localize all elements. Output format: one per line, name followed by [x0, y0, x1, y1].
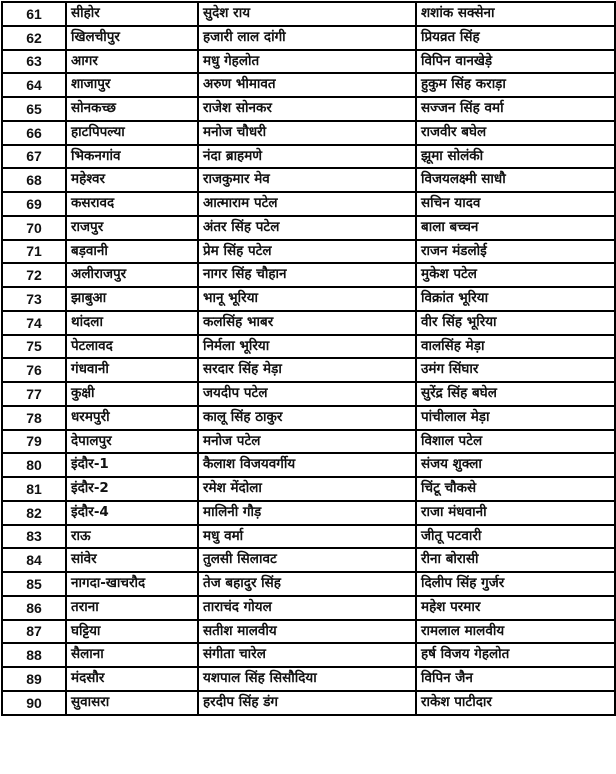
table-row: [2, 263, 615, 287]
candidate-b-cell: राजन मंडलोई: [416, 240, 615, 264]
serial-number-cell: 64: [2, 73, 66, 97]
candidate-b-cell: विपिन जैन: [416, 667, 615, 691]
candidate-b-cell: राजा मंधवानी: [416, 501, 615, 525]
serial-number-cell: 78: [2, 406, 66, 430]
table-row: [2, 430, 615, 454]
constituency-cell: राजपुर: [66, 216, 198, 240]
candidate-a-cell: मालिनी गौड़: [198, 501, 416, 525]
constituency-cell: सुवासरा: [66, 691, 198, 715]
constituency-cell: धरमपुरी: [66, 406, 198, 430]
candidate-a-cell: यशपाल सिंह सिसौदिया: [198, 667, 416, 691]
serial-number-cell: 80: [2, 453, 66, 477]
candidate-a-cell: मधु गेहलोत: [198, 50, 416, 74]
table-row: [2, 50, 615, 74]
candidate-a-cell: तुलसी सिलावट: [198, 548, 416, 572]
table-row: [2, 406, 615, 430]
table-row: [2, 572, 615, 596]
candidate-table-body: [2, 2, 615, 715]
candidate-a-cell: भानू भूरिया: [198, 287, 416, 311]
candidate-b-cell: शशांक सक्सेना: [416, 2, 615, 26]
serial-number-cell: 68: [2, 168, 66, 192]
serial-number-cell: 89: [2, 667, 66, 691]
candidate-a-cell: कलसिंह भाबर: [198, 311, 416, 335]
candidate-b-cell: दिलीप सिंह गुर्जर: [416, 572, 615, 596]
candidate-b-cell: झूमा सोलंकी: [416, 145, 615, 169]
table-row: [2, 311, 615, 335]
constituency-cell: हाटपिपल्या: [66, 121, 198, 145]
serial-number-cell: 86: [2, 596, 66, 620]
candidate-b-cell: राजवीर बघेल: [416, 121, 615, 145]
candidate-b-cell: हुकुम सिंह कराड़ा: [416, 73, 615, 97]
table-row: [2, 192, 615, 216]
serial-number-cell: 72: [2, 263, 66, 287]
candidate-b-cell: बाला बच्चन: [416, 216, 615, 240]
constituency-cell: सैलाना: [66, 643, 198, 667]
table-row: [2, 382, 615, 406]
table-row: [2, 358, 615, 382]
candidate-b-cell: मुकेश पटेल: [416, 263, 615, 287]
candidate-a-cell: हजारी लाल दांगी: [198, 26, 416, 50]
constituency-cell: झाबुआ: [66, 287, 198, 311]
serial-number-cell: 83: [2, 525, 66, 549]
candidate-a-cell: मनोज पटेल: [198, 430, 416, 454]
candidate-b-cell: सचिन यादव: [416, 192, 615, 216]
candidate-a-cell: रमेश मेंदोला: [198, 477, 416, 501]
candidate-b-cell: वालसिंह मेड़ा: [416, 335, 615, 359]
table-row: [2, 335, 615, 359]
candidate-table: [1, 1, 616, 716]
candidate-b-cell: रामलाल मालवीय: [416, 620, 615, 644]
constituency-cell: थांदला: [66, 311, 198, 335]
serial-number-cell: 82: [2, 501, 66, 525]
candidate-a-cell: कालू सिंह ठाकुर: [198, 406, 416, 430]
constituency-cell: सीहोर: [66, 2, 198, 26]
table-row: [2, 2, 615, 26]
candidate-a-cell: अंतर सिंह पटेल: [198, 216, 416, 240]
constituency-cell: सोनकच्छ: [66, 97, 198, 121]
candidate-a-cell: सरदार सिंह मेड़ा: [198, 358, 416, 382]
candidate-b-cell: हर्ष विजय गेहलोत: [416, 643, 615, 667]
candidate-a-cell: नागर सिंह चौहान: [198, 263, 416, 287]
constituency-cell: खिलचीपुर: [66, 26, 198, 50]
candidate-b-cell: चिंटू चौकसे: [416, 477, 615, 501]
constituency-cell: गंधवानी: [66, 358, 198, 382]
candidate-b-cell: उमंग सिंघार: [416, 358, 615, 382]
candidate-a-cell: सुदेश राय: [198, 2, 416, 26]
table-row: [2, 643, 615, 667]
candidate-a-cell: तेज बहादुर सिंह: [198, 572, 416, 596]
serial-number-cell: 73: [2, 287, 66, 311]
table-row: [2, 97, 615, 121]
constituency-cell: इंदौर-4: [66, 501, 198, 525]
constituency-cell: नागदा-खाचरौद: [66, 572, 198, 596]
candidate-b-cell: रीना बोरासी: [416, 548, 615, 572]
serial-number-cell: 76: [2, 358, 66, 382]
table-row: [2, 168, 615, 192]
constituency-cell: भिकनगांव: [66, 145, 198, 169]
serial-number-cell: 62: [2, 26, 66, 50]
constituency-cell: घट्टिया: [66, 620, 198, 644]
candidate-a-cell: मनोज चौधरी: [198, 121, 416, 145]
constituency-cell: बड़वानी: [66, 240, 198, 264]
constituency-cell: कसरावद: [66, 192, 198, 216]
candidate-a-cell: संगीता चारेल: [198, 643, 416, 667]
serial-number-cell: 85: [2, 572, 66, 596]
serial-number-cell: 75: [2, 335, 66, 359]
candidate-a-cell: प्रेम सिंह पटेल: [198, 240, 416, 264]
constituency-cell: कुक्षी: [66, 382, 198, 406]
table-row: [2, 287, 615, 311]
serial-number-cell: 88: [2, 643, 66, 667]
table-row: [2, 121, 615, 145]
candidate-b-cell: विक्रांत भूरिया: [416, 287, 615, 311]
serial-number-cell: 63: [2, 50, 66, 74]
table-row: [2, 596, 615, 620]
candidate-b-cell: सज्जन सिंह वर्मा: [416, 97, 615, 121]
candidate-b-cell: प्रियव्रत सिंह: [416, 26, 615, 50]
serial-number-cell: 71: [2, 240, 66, 264]
table-row: [2, 145, 615, 169]
table-row: [2, 26, 615, 50]
candidate-b-cell: विशाल पटेल: [416, 430, 615, 454]
table-row: [2, 73, 615, 97]
candidate-a-cell: राजेश सोनकर: [198, 97, 416, 121]
candidate-a-cell: राजकुमार मेव: [198, 168, 416, 192]
table-row: [2, 453, 615, 477]
constituency-cell: महेश्वर: [66, 168, 198, 192]
constituency-cell: मंदसौर: [66, 667, 198, 691]
candidate-a-cell: निर्मला भूरिया: [198, 335, 416, 359]
constituency-cell: अलीराजपुर: [66, 263, 198, 287]
serial-number-cell: 61: [2, 2, 66, 26]
serial-number-cell: 66: [2, 121, 66, 145]
table-row: [2, 501, 615, 525]
candidate-b-cell: पांचीलाल मेड़ा: [416, 406, 615, 430]
constituency-cell: शाजापुर: [66, 73, 198, 97]
table-row: [2, 240, 615, 264]
constituency-cell: देपालपुर: [66, 430, 198, 454]
constituency-cell: तराना: [66, 596, 198, 620]
serial-number-cell: 87: [2, 620, 66, 644]
constituency-cell: इंदौर-2: [66, 477, 198, 501]
candidate-b-cell: सुरेंद्र सिंह बघेल: [416, 382, 615, 406]
constituency-cell: पेटलावद: [66, 335, 198, 359]
table-row: [2, 477, 615, 501]
candidate-a-cell: जयदीप पटेल: [198, 382, 416, 406]
table-row: [2, 525, 615, 549]
serial-number-cell: 84: [2, 548, 66, 572]
serial-number-cell: 79: [2, 430, 66, 454]
candidate-a-cell: हरदीप सिंह डंग: [198, 691, 416, 715]
candidate-a-cell: अरुण भीमावत: [198, 73, 416, 97]
serial-number-cell: 77: [2, 382, 66, 406]
candidate-a-cell: मधु वर्मा: [198, 525, 416, 549]
candidate-b-cell: संजय शुक्ला: [416, 453, 615, 477]
constituency-cell: राऊ: [66, 525, 198, 549]
candidate-b-cell: जीतू पटवारी: [416, 525, 615, 549]
table-row: [2, 548, 615, 572]
candidate-b-cell: विजयलक्ष्मी साधौ: [416, 168, 615, 192]
table-row: [2, 667, 615, 691]
candidate-a-cell: आत्माराम पटेल: [198, 192, 416, 216]
serial-number-cell: 67: [2, 145, 66, 169]
candidate-a-cell: कैलाश विजयवर्गीय: [198, 453, 416, 477]
serial-number-cell: 90: [2, 691, 66, 715]
candidate-a-cell: ताराचंद गोयल: [198, 596, 416, 620]
constituency-cell: सांवेर: [66, 548, 198, 572]
candidate-b-cell: राकेश पाटीदार: [416, 691, 615, 715]
candidate-a-cell: सतीश मालवीय: [198, 620, 416, 644]
serial-number-cell: 69: [2, 192, 66, 216]
serial-number-cell: 70: [2, 216, 66, 240]
candidate-b-cell: महेश परमार: [416, 596, 615, 620]
serial-number-cell: 65: [2, 97, 66, 121]
constituency-cell: आगर: [66, 50, 198, 74]
serial-number-cell: 81: [2, 477, 66, 501]
table-row: [2, 620, 615, 644]
table-row: [2, 216, 615, 240]
candidate-b-cell: विपिन वानखेड़े: [416, 50, 615, 74]
candidate-a-cell: नंदा ब्राहमणे: [198, 145, 416, 169]
constituency-cell: इंदौर-1: [66, 453, 198, 477]
table-row: [2, 691, 615, 715]
serial-number-cell: 74: [2, 311, 66, 335]
candidate-b-cell: वीर सिंह भूरिया: [416, 311, 615, 335]
